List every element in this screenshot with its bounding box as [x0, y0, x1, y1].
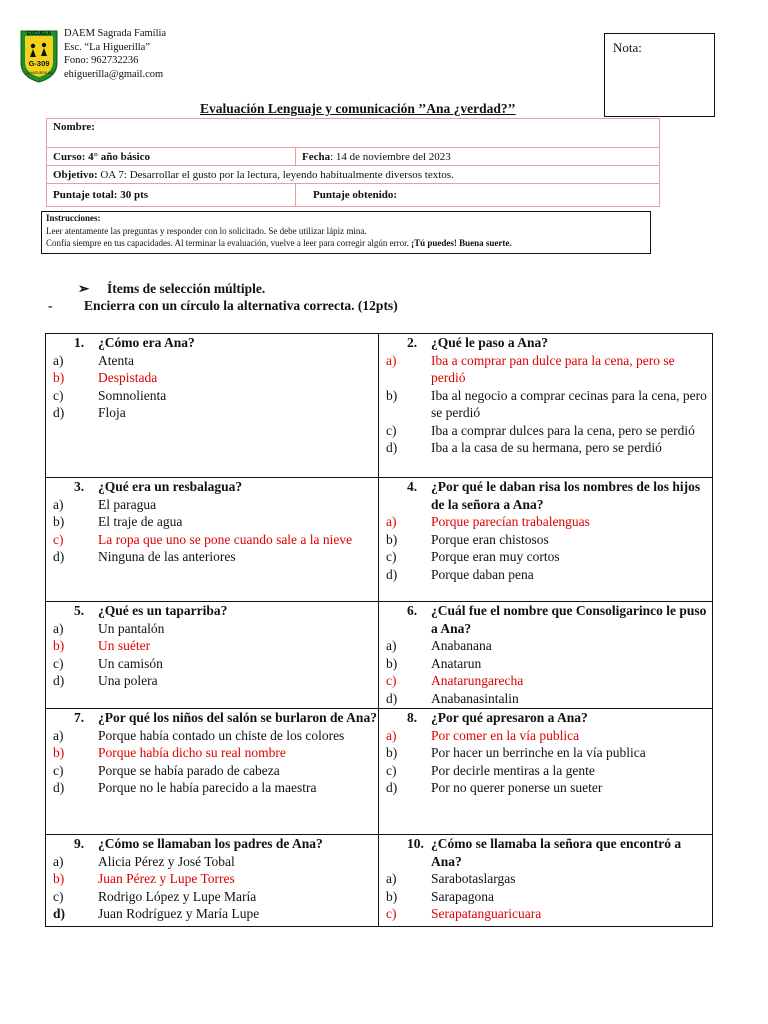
question-label: ¿Por qué le daban risa los nombres de los hijos de la señora a Ana?: [431, 479, 701, 512]
question-label: ¿Por qué apresaron a Ana?: [431, 710, 588, 725]
option-text: Por hacer un berrinche en la vía publica: [431, 745, 646, 760]
option-text: Anatarungarecha: [431, 673, 524, 688]
option-text: Somnolienta: [98, 387, 167, 403]
question-text: [379, 334, 712, 352]
question-cell: [46, 478, 379, 602]
question-number: 4.: [407, 479, 418, 494]
answer-option[interactable]: [379, 566, 712, 584]
school-line: Fono: 962732236: [64, 55, 139, 66]
school-info: [64, 27, 166, 81]
name-field[interactable]: [47, 119, 660, 148]
date-label: Fecha: [302, 150, 331, 163]
student-info-table: [46, 118, 660, 207]
answer-option[interactable]: [379, 352, 712, 387]
objective-label: Objetivo:: [53, 168, 98, 181]
option-letter: c): [386, 549, 397, 564]
answer-option[interactable]: [379, 548, 712, 566]
answer-option[interactable]: [379, 637, 712, 655]
date-cell: [296, 148, 660, 166]
option-text: Porque daban pena: [431, 566, 534, 582]
course-cell: [47, 148, 296, 166]
option-text: Porque había dicho su real nombre: [98, 745, 286, 760]
answer-option[interactable]: [46, 620, 378, 638]
answer-option[interactable]: [379, 655, 712, 673]
option-letter: d): [386, 690, 398, 706]
option-text: Una polera: [98, 673, 158, 688]
option-text: Anabanana: [431, 638, 492, 653]
option-letter: a): [386, 727, 397, 743]
option-text: Anatarun: [431, 655, 482, 671]
course-value: 4° año básico: [85, 150, 150, 163]
question-cell: [379, 835, 713, 927]
logo-code: G-309: [28, 59, 50, 68]
answer-option[interactable]: [46, 870, 378, 888]
answer-option[interactable]: [46, 352, 378, 370]
page-title: Evaluación Lenguaje y comunicación ’’Ana ¿verdad?’’: [200, 101, 516, 116]
question-label: ¿Qué le paso a Ana?: [431, 335, 549, 350]
answer-option[interactable]: [46, 387, 378, 405]
question-number: 10.: [407, 836, 424, 851]
option-text: Alicia Pérez y José Tobal: [98, 853, 235, 869]
option-letter: b): [386, 655, 398, 671]
option-text: Sarapagona: [431, 888, 494, 904]
logo-bottom-text: LA HIGUERILLA: [25, 71, 53, 75]
option-text: El paragua: [98, 496, 157, 512]
option-text: Anabanasintalin: [431, 690, 519, 706]
option-letter: d): [53, 549, 65, 564]
dash-bullet: -: [48, 298, 53, 313]
question-number: 2.: [407, 335, 418, 350]
instructions-line: Confía siempre en tus capacidades. Al terminar la evaluación, vuelve a leer para corregir algún error.: [46, 238, 412, 248]
option-text: Despistada: [98, 370, 158, 385]
obtained-score-cell[interactable]: [296, 184, 660, 207]
option-text: Iba al negocio a comprar cecinas para la cena, pero se perdió: [431, 387, 707, 420]
objective-value: OA 7: Desarrollar el gusto por la lectura, leyendo habitualmente diversos textos.: [97, 168, 454, 181]
answer-option[interactable]: [379, 690, 712, 708]
section-instruction: [48, 298, 398, 314]
question-label: ¿Cuál fue el nombre que Consoligarinco le puso a Ana?: [431, 603, 707, 636]
option-text: Porque se había parado de cabeza: [98, 762, 280, 778]
answer-option[interactable]: [46, 404, 378, 422]
question-label: ¿Cómo se llamaban los padres de Ana?: [98, 836, 323, 851]
option-letter: b): [53, 514, 65, 529]
question-number: 6.: [407, 603, 418, 618]
option-letter: b): [386, 531, 398, 547]
answer-option[interactable]: [46, 496, 378, 514]
question-number: 5.: [74, 603, 85, 618]
option-text: Juan Pérez y Lupe Torres: [98, 871, 235, 886]
option-text: Juan Rodríguez y María Lupe: [98, 906, 260, 921]
option-letter: c): [53, 387, 64, 403]
school-line: Esc. “La Higuerilla”: [64, 41, 150, 53]
question-text: [46, 602, 378, 620]
question-row: [46, 835, 713, 927]
question-text: [46, 709, 378, 727]
arrow-bullet-icon: ➢: [78, 281, 90, 296]
option-letter: b): [386, 888, 398, 904]
option-letter: c): [53, 655, 64, 671]
logo-arc-text: ESCUELA: [27, 31, 51, 37]
question-text: [46, 835, 378, 853]
option-letter: b): [53, 638, 65, 653]
option-text: Por no querer ponerse un sueter: [431, 780, 603, 795]
answer-option[interactable]: [46, 727, 378, 745]
question-text: [379, 602, 712, 637]
option-text: Atenta: [98, 352, 134, 368]
answer-option[interactable]: [379, 870, 712, 888]
answer-option[interactable]: [46, 744, 378, 762]
option-letter: a): [386, 514, 397, 529]
option-letter: a): [386, 352, 397, 368]
questions-table: [45, 333, 713, 927]
encouragement-text: ¡Tú puedes! Buena suerte.: [411, 238, 512, 248]
answer-option[interactable]: [46, 369, 378, 387]
question-text: [379, 709, 712, 727]
question-text: [46, 334, 378, 352]
school-logo-icon: [18, 27, 60, 83]
answer-option[interactable]: [46, 531, 378, 549]
option-letter: c): [386, 906, 397, 921]
question-label: ¿Por qué los niños del salón se burlaron de Ana?: [98, 710, 377, 725]
question-cell: [379, 334, 713, 478]
answer-option[interactable]: [379, 762, 712, 780]
option-text: Porque eran chistosos: [431, 531, 549, 547]
instructions-box: [41, 211, 651, 254]
option-text: Un camisón: [98, 655, 163, 671]
option-letter: c): [386, 762, 397, 778]
answer-option[interactable]: [379, 905, 712, 923]
question-number: 1.: [74, 335, 85, 350]
option-text: Serapatanguaricuara: [431, 906, 542, 921]
option-text: Iba a comprar pan dulce para la cena, pero se perdió: [431, 352, 675, 385]
answer-option[interactable]: [379, 672, 712, 690]
option-text: Por comer en la vía publica: [431, 727, 580, 743]
option-letter: c): [386, 673, 397, 688]
question-cell: [46, 835, 379, 927]
option-letter: b): [53, 871, 65, 886]
answer-option[interactable]: [379, 387, 712, 422]
instructions-line: Leer atentamente las preguntas y responder con lo solicitado. Se debe utilizar lápiz mina.: [46, 225, 367, 236]
answer-option[interactable]: [379, 513, 712, 531]
answer-option[interactable]: [46, 762, 378, 780]
question-number: 3.: [74, 479, 85, 494]
answer-option[interactable]: [46, 672, 378, 690]
question-label: ¿Cómo se llamaba la señora que encontró a Ana?: [431, 836, 682, 869]
school-email: ehiguerilla@gmail.com: [64, 68, 164, 80]
option-letter: b): [386, 745, 398, 760]
option-text: Sarabotaslargas: [431, 871, 516, 886]
answer-option[interactable]: [379, 888, 712, 906]
answer-option[interactable]: [379, 439, 712, 457]
total-score: Puntaje total: 30 pts: [53, 189, 149, 201]
option-letter: d): [386, 566, 398, 582]
answer-option[interactable]: [379, 779, 712, 797]
answer-option[interactable]: [379, 531, 712, 549]
question-cell: [46, 602, 379, 709]
total-score-cell: [47, 184, 296, 207]
option-letter: c): [53, 531, 64, 547]
option-text: Un pantalón: [98, 620, 165, 636]
option-text: El traje de agua: [98, 514, 183, 529]
question-text: [379, 835, 712, 870]
section-title: [78, 281, 266, 297]
option-letter: d): [53, 780, 65, 795]
question-number: 8.: [407, 710, 418, 725]
option-letter: b): [386, 387, 398, 403]
objective-cell: [47, 166, 660, 184]
grade-box: [604, 33, 715, 117]
question-number: 9.: [74, 836, 85, 851]
option-letter: a): [53, 352, 64, 368]
option-letter: a): [386, 638, 397, 653]
option-text: La ropa que uno se pone cuando sale a la nieve: [98, 531, 353, 547]
instructions-heading: Instrucciones:: [46, 213, 101, 223]
answer-option[interactable]: [379, 422, 712, 440]
option-letter: d): [386, 780, 398, 795]
option-letter: c): [53, 888, 64, 904]
option-text: Iba a comprar dulces para la cena, pero se perdió: [431, 422, 695, 438]
answer-option[interactable]: [379, 727, 712, 745]
course-label: Curso:: [53, 150, 86, 163]
option-text: Rodrigo López y Lupe María: [98, 888, 257, 904]
grade-label: Nota:: [613, 40, 642, 55]
option-text: Iba a la casa de su hermana, pero se perdió: [431, 440, 662, 455]
option-letter: c): [53, 762, 64, 778]
option-letter: d): [53, 673, 65, 688]
option-letter: a): [386, 871, 397, 886]
option-text: Porque parecían trabalenguas: [431, 514, 590, 529]
option-text: Por decirle mentiras a la gente: [431, 762, 595, 778]
question-number: 7.: [74, 710, 85, 725]
option-letter: b): [53, 745, 65, 760]
option-letter: c): [386, 422, 397, 438]
section-instruction-text: Encierra con un círculo la alternativa correcta. (12pts): [84, 298, 398, 313]
answer-option[interactable]: [46, 905, 378, 923]
answer-option[interactable]: [46, 548, 378, 566]
option-text: Porque no le había parecido a la maestra: [98, 780, 317, 795]
option-letter: b): [53, 370, 65, 385]
answer-option[interactable]: [46, 888, 378, 906]
option-text: Ninguna de las anteriores: [98, 549, 236, 564]
question-cell: [46, 709, 379, 835]
section-title-text: Ítems de selección múltiple.: [107, 281, 266, 296]
question-row: [46, 602, 713, 709]
question-cell: [379, 602, 713, 709]
option-letter: d): [53, 906, 66, 921]
question-text: [46, 478, 378, 496]
option-letter: a): [53, 727, 64, 743]
answer-option[interactable]: [46, 779, 378, 797]
answer-option[interactable]: [46, 655, 378, 673]
option-letter: d): [386, 440, 398, 455]
answer-option[interactable]: [46, 853, 378, 871]
question-row: [46, 334, 713, 478]
question-text: [379, 478, 712, 513]
answer-option[interactable]: [379, 744, 712, 762]
option-letter: a): [53, 496, 64, 512]
question-row: [46, 709, 713, 835]
option-text: Un suéter: [98, 638, 151, 653]
obtained-score-label: Puntaje obtenido:: [313, 189, 398, 201]
question-label: ¿Qué es un taparriba?: [98, 603, 228, 618]
question-row: [46, 478, 713, 602]
option-text: Floja: [98, 405, 126, 420]
option-text: Porque eran muy cortos: [431, 549, 560, 564]
question-cell: [46, 334, 379, 478]
school-line: DAEM Sagrada Familia: [64, 28, 167, 39]
question-label: ¿Qué era un resbalagua?: [98, 479, 243, 494]
name-label: Nombre:: [53, 121, 95, 133]
option-letter: a): [53, 620, 64, 636]
answer-option[interactable]: [46, 513, 378, 531]
answer-option[interactable]: [46, 637, 378, 655]
option-text: Porque había contado un chiste de los colores: [98, 727, 345, 743]
question-cell: [379, 709, 713, 835]
question-label: ¿Cómo era Ana?: [98, 335, 195, 350]
option-letter: d): [53, 405, 65, 420]
option-letter: a): [53, 853, 64, 869]
date-value: : 14 de noviembre del 2023: [330, 150, 451, 163]
question-cell: [379, 478, 713, 602]
